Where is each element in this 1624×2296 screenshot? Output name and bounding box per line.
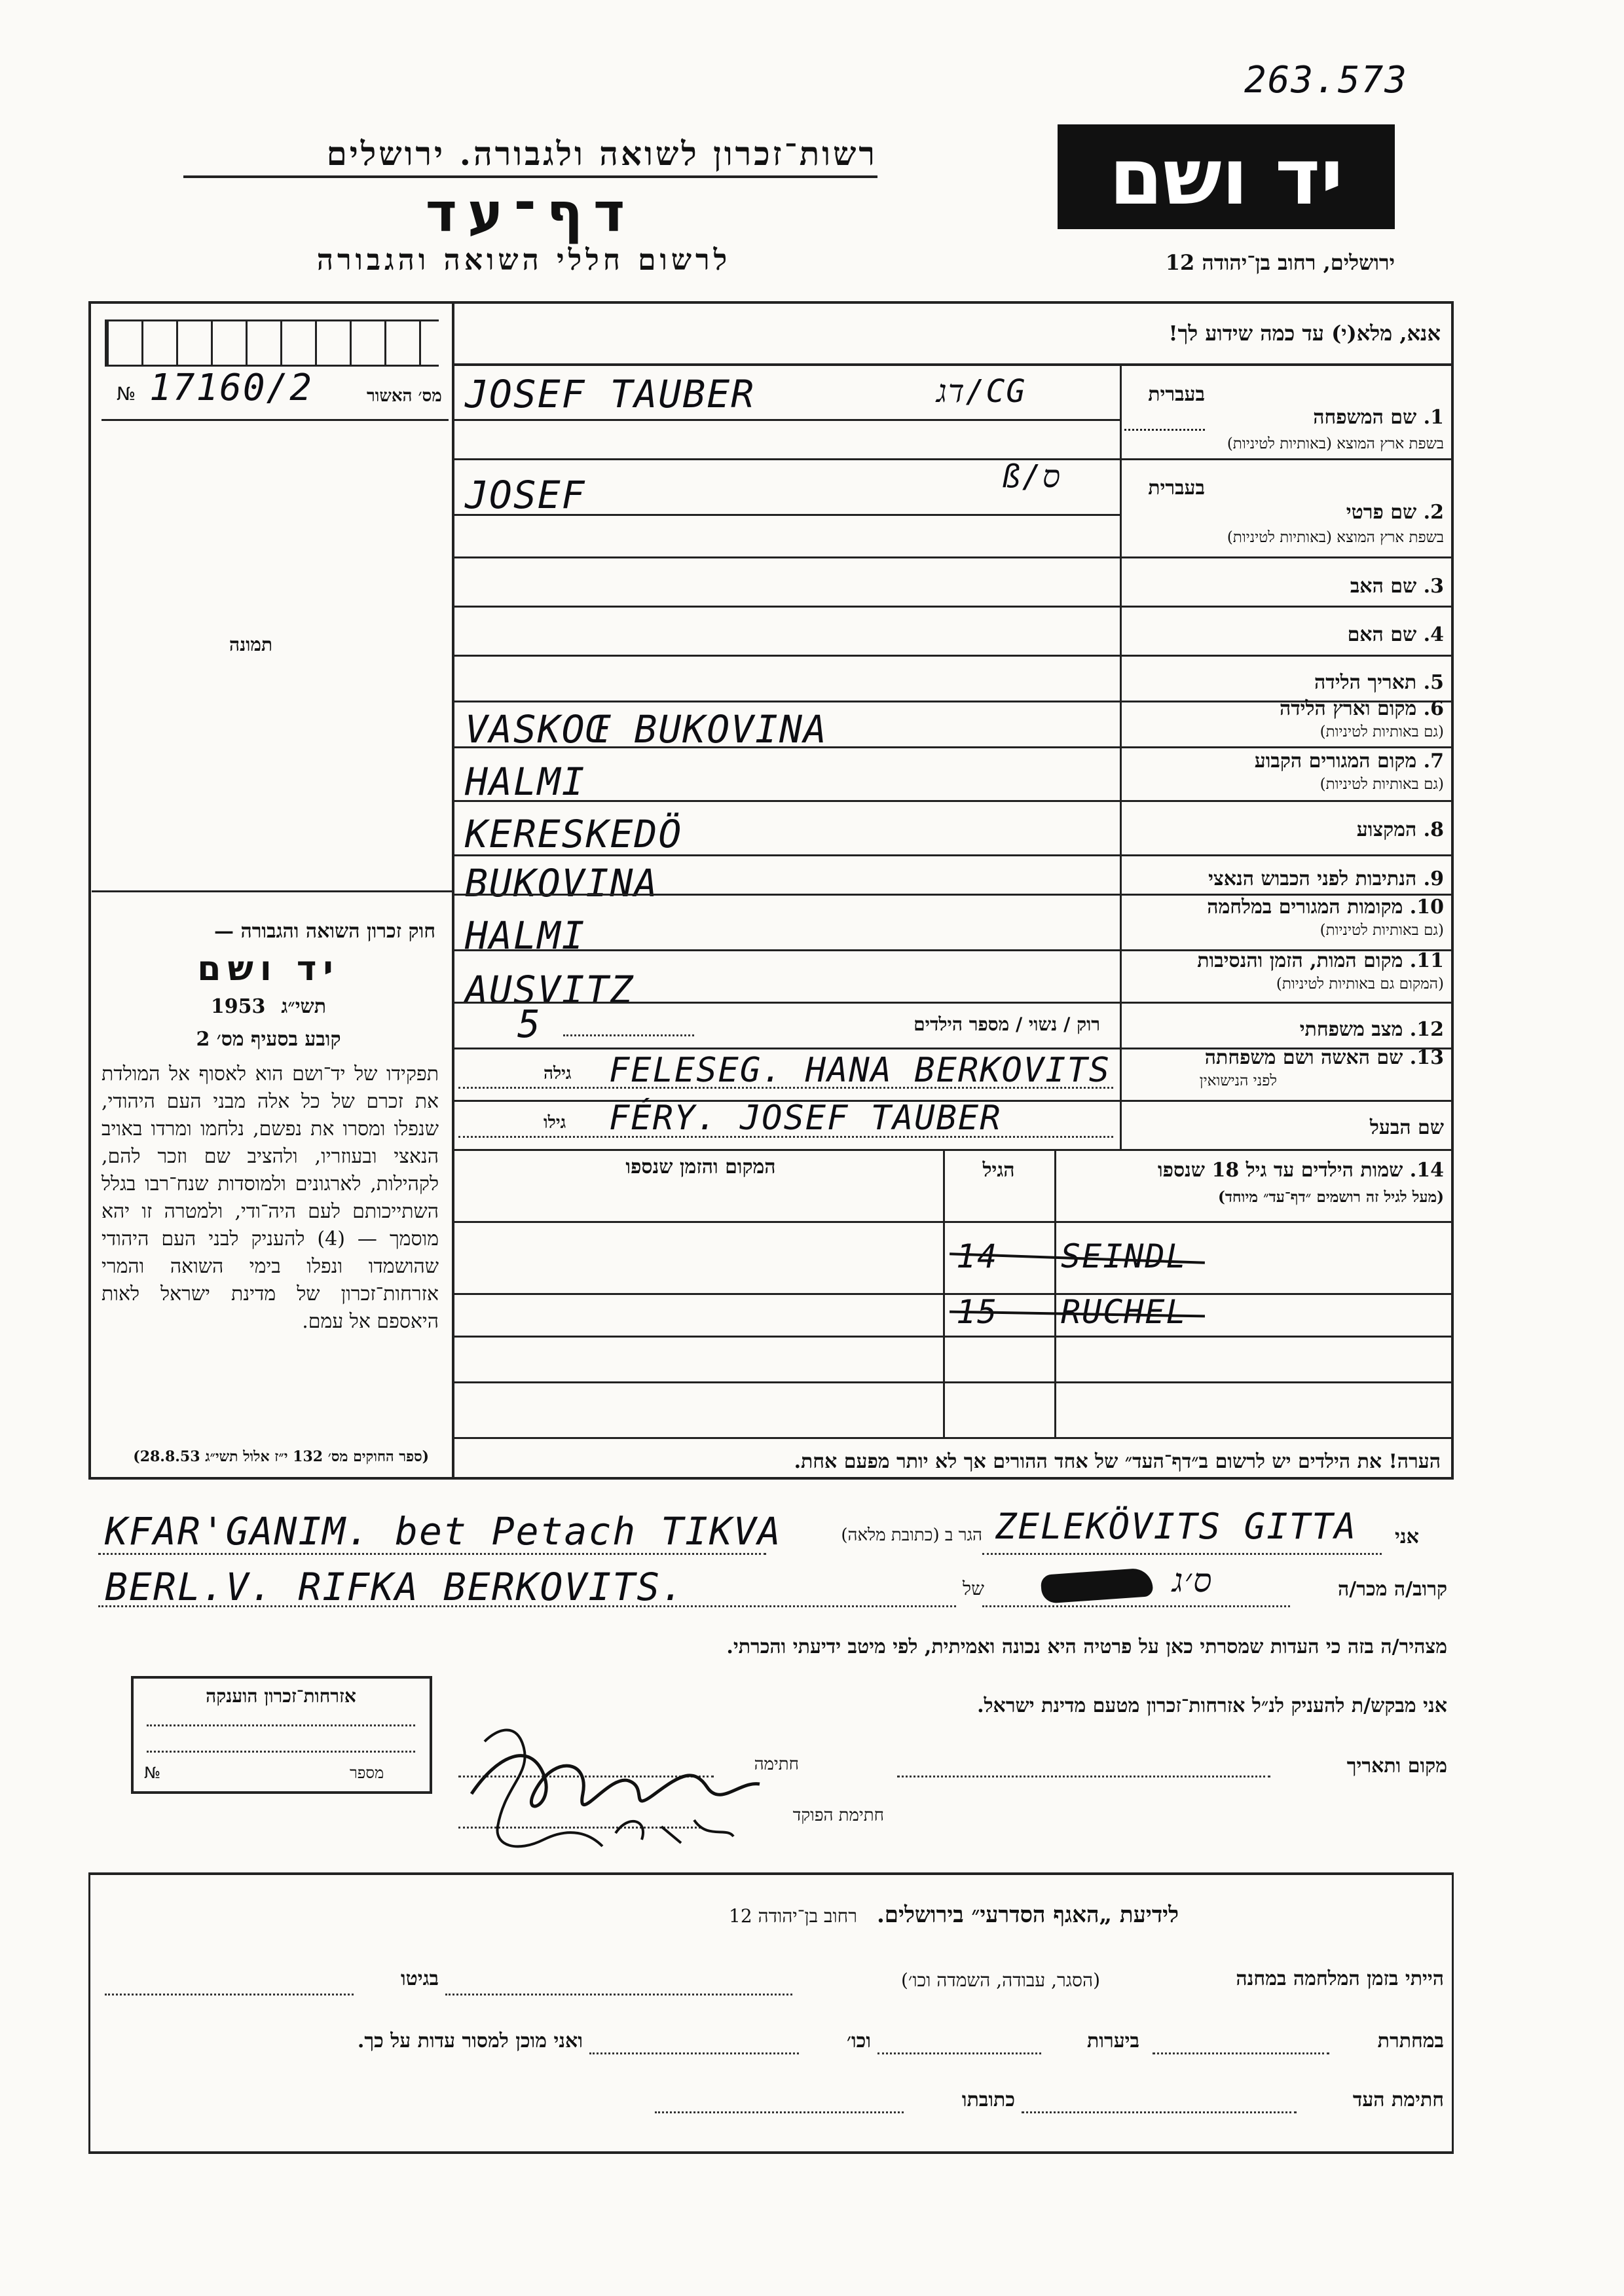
permit-strip <box>105 319 439 367</box>
declarant-name-dots <box>982 1553 1382 1555</box>
field-2-label: 2. שם פרטי <box>1346 501 1444 524</box>
first-name-value[interactable]: JOSEF <box>465 473 586 517</box>
law-title: חוק זכרון השואה והגבורה — <box>214 920 435 943</box>
photo-label: תמונה <box>229 634 273 655</box>
row-line <box>452 458 1454 460</box>
field-10-label: 10. מקומות המגורים במלחמה <box>1207 896 1444 919</box>
bottom-line2-c: וכו׳ <box>847 2030 871 2052</box>
relation-dots <box>982 1605 1290 1607</box>
row-line <box>452 854 1454 856</box>
etc-dots <box>589 2052 799 2054</box>
place-date-label: מקום ותאריך <box>1346 1755 1447 1777</box>
field-7-label: 7. מקום המגורים הקבוע <box>1254 750 1444 773</box>
relation-label: קרוב/ה מכר/ה <box>1338 1578 1447 1601</box>
row-line <box>452 556 1454 558</box>
forest-dots <box>877 2052 1041 2054</box>
wife-age-label: גילה <box>544 1064 572 1084</box>
law-year <box>101 995 435 1018</box>
field-9-label: 9. הנתיבות לפני הכבוש הנאצי <box>1208 867 1444 890</box>
field-11-label: 11. מקום המות, הזמן והנסיבות <box>1197 949 1444 972</box>
underground-dots <box>1153 2052 1329 2054</box>
declarant-address[interactable]: KFAR'GANIM. bet Petach TIKVA <box>105 1509 782 1554</box>
profession-value[interactable]: KERESKEDÖ <box>465 812 683 856</box>
children-row-line <box>452 1336 1454 1338</box>
children-row-line <box>452 1437 1454 1439</box>
permit-line <box>101 419 449 421</box>
field-11-note: (המקום גם באותיות לטיניות) <box>1276 975 1444 993</box>
field-4-label: 4. שם האם <box>1347 623 1444 646</box>
law-text: תפקידו של יד־ושם הוא לאסוף אל המולדת את זכרם של כל אלה מבני העם היהודי, שנפלו ומסרו את נפשם, נלחמו ומרדו באויב הנאצי ובעוזריו, ולהציב שם וזכר להם, לקהילות, לארגונים ולמוסדות שנח־רבו בגלל השתייכותם לעם היה־ודי, ולמטרה זו יהא מוסמך — (4) להעניק לבני העם היהודי שהושמדו ונפלו בימי השואה והמרי אזרחות־זכרון של מדינת ישראל לאות היאספם אל עמם. <box>101 1063 439 1333</box>
wife-value[interactable]: FELESEG. HANA BERKOVITS <box>609 1051 1111 1090</box>
permit-no: № <box>117 383 136 405</box>
field-5-label: 5. תאריך הלידה <box>1314 671 1444 694</box>
logo-text: יד ושם <box>1109 132 1344 222</box>
relation-value[interactable]: ס׳ג <box>1172 1561 1213 1599</box>
hebrew-label-2: בעברית <box>1148 477 1205 500</box>
witness-address-dots <box>655 2111 904 2113</box>
residence-value[interactable]: HALMI <box>465 759 586 804</box>
place-date-dots <box>897 1776 1270 1777</box>
husband-label: שם הבעל <box>1369 1116 1444 1139</box>
field-6-label: 6. מקום וארץ הלידה <box>1279 697 1444 720</box>
children-sub: (מעל לגיל זה רושמים ״דף־עד״ מיוחד) <box>1217 1188 1444 1206</box>
children-label: 14. שמות הילדים עד גיל 18 שנספו <box>1157 1159 1444 1182</box>
row-line <box>452 746 1454 748</box>
children-count[interactable]: 5 <box>517 1002 542 1046</box>
citizenship-box <box>131 1676 432 1794</box>
law-name: יד ושם <box>197 949 340 989</box>
authority-underline <box>183 175 877 178</box>
law-year-hebrew: תשי״ג <box>281 995 327 1018</box>
children-age-header: הגיל <box>982 1159 1015 1182</box>
bottom-notice: לידיעת „האגף הסדרעי״ בירושלים. <box>876 1902 1179 1928</box>
latin-note-7: (גם באותיות לטיניות) <box>1320 776 1444 793</box>
bottom-line1-a: הייתי בזמן המלחמה במחנה <box>1236 1967 1444 1990</box>
declarant-i-label: אני <box>1395 1525 1419 1548</box>
prewar-value[interactable]: BUKOVINA <box>465 861 659 905</box>
bottom-notice-address: רחוב בן־יהודה 12 <box>729 1905 857 1927</box>
form-subtitle: לרשום חללי השואה והגבורה <box>316 244 731 277</box>
permit-number: 17160/2 <box>149 367 314 409</box>
children-dots <box>563 1034 694 1036</box>
officer-label: חתימת הפוקד <box>792 1806 884 1825</box>
address-dots <box>98 1553 766 1555</box>
permit-label: מס׳ האשור <box>367 386 442 406</box>
law-citation: (ספר החוקים מס׳ 132 י״ז אלול תשי״ג 28.8.53) <box>133 1448 429 1465</box>
row-line <box>452 1149 1454 1151</box>
handwritten-signature <box>458 1715 773 1866</box>
field-13-label: 13. שם האשה ושם משפחתה <box>1204 1046 1444 1069</box>
declaration-text: מצהיר/ה בזה כי העדות שמסרתי כאן על פרטיה היא נכונה ואמיתית, לפי מיטב ידיעתי והכרתי. <box>726 1635 1447 1658</box>
death-place-value[interactable]: AUSVITZ <box>465 968 635 1012</box>
row-line <box>452 419 1120 421</box>
foreign-note-2: בשפת ארץ המוצא (באותיות לטיניות) <box>1227 529 1444 546</box>
children-row-line <box>452 1381 1454 1383</box>
archive-number: 263.573 <box>1244 59 1409 101</box>
citizenship-dots-2 <box>147 1751 415 1753</box>
row-line <box>452 800 1454 802</box>
citizenship-dots-1 <box>147 1724 415 1726</box>
bottom-line2-b: ביערות <box>1086 2030 1139 2052</box>
child-1-name[interactable]: SEINDL <box>1061 1237 1187 1275</box>
foreign-note-1: בשפת ארץ המוצא (באותיות לטיניות) <box>1227 435 1444 452</box>
bottom-notice-row <box>458 1902 1179 1928</box>
row-line <box>452 655 1454 657</box>
declarant-name[interactable]: ZELEKÖVITS GITTA <box>995 1506 1357 1547</box>
of-label: של <box>963 1578 984 1599</box>
children-row-line <box>452 1293 1454 1295</box>
form-title: דף־עד <box>425 182 636 244</box>
instruction: אנא, מלא(י) עד כמה שידוע לך! <box>1168 321 1441 346</box>
bottom-line2-a: במחתרת <box>1377 2030 1444 2052</box>
bottom-line2-d: ואני מוכן למסור עדות על כך. <box>357 2030 583 2052</box>
husband-value[interactable]: FÉRY. JOSEF TAUBER <box>609 1099 1002 1138</box>
law-year-number: 1953 <box>210 995 266 1018</box>
bottom-line1-c: בגיטו <box>400 1967 439 1990</box>
remark: הערה! את הילדים יש לרשום ב״דף־העד״ של אחד ההורים אך לא יותר מפעם אחת. <box>794 1450 1441 1473</box>
citizenship-no: № <box>144 1764 160 1782</box>
instruction-line <box>452 363 1454 366</box>
latin-note-6: (גם באותיות לטיניות) <box>1320 723 1444 740</box>
row-line <box>1120 429 1205 431</box>
bottom-line3-a: חתימת העד <box>1352 2088 1444 2111</box>
yad-vashem-logo <box>1058 124 1395 229</box>
husband-dots <box>458 1136 1113 1138</box>
relative-of-value[interactable]: BERL.V. RIFKA BERKOVITS. <box>105 1565 686 1609</box>
field-8-label: 8. המקצוע <box>1356 818 1444 841</box>
signature-label: חתימה <box>754 1755 799 1774</box>
scribble-mark <box>1041 1567 1154 1604</box>
bottom-line1-b: (הסגר, עבודה, השמדה וכו׳) <box>900 1969 1100 1991</box>
law-section: קובע בסעיף מס׳ 2 <box>196 1028 341 1051</box>
children-place-header: המקום והזמן שנספו <box>625 1156 776 1178</box>
husband-age-label: גילו <box>544 1113 566 1133</box>
child-2-age[interactable]: 15 <box>956 1293 999 1331</box>
status-options: רוק / נשוי / מספר הילדים <box>913 1013 1100 1035</box>
citizenship-title: אזרחות־זכרון הוענקה <box>206 1685 356 1707</box>
field-12-label: 12. מצב משפחתי <box>1299 1018 1444 1041</box>
field-1-label: 1. שם המשפחה <box>1313 406 1444 429</box>
child-1-age[interactable]: 14 <box>956 1237 999 1275</box>
surname-code: דג/CG <box>936 373 1027 410</box>
first-name-code: ß/ס <box>1002 458 1062 495</box>
latin-note-10: (גם באותיות לטיניות) <box>1320 922 1444 939</box>
birthplace-value[interactable]: VASKOŒ BUKOVINA <box>465 707 828 752</box>
field-3-label: 3. שם האב <box>1350 575 1444 598</box>
citizenship-number-label: מספר <box>350 1764 384 1782</box>
ghetto-dots <box>105 1994 354 1995</box>
relative-dots <box>98 1605 956 1607</box>
surname-value[interactable]: JOSEF TAUBER <box>465 372 756 416</box>
row-line <box>452 514 1120 516</box>
wife-dots <box>458 1087 1113 1089</box>
children-header-line <box>452 1221 1454 1223</box>
address: ירושלים, רחוב בן־יהודה 12 <box>1165 250 1395 275</box>
label-divider <box>1120 363 1122 1149</box>
bottom-line3-b: כתובתו <box>961 2088 1015 2111</box>
camp-dots <box>445 1994 792 1995</box>
row-line <box>452 606 1454 608</box>
witness-sign-dots <box>1022 2111 1297 2113</box>
wartime-residence-value[interactable]: HALMI <box>465 913 586 958</box>
row-line <box>452 1002 1454 1004</box>
authority-name: רשות־זכרון לשואה ולגבורה. ירושלים <box>326 134 877 173</box>
request-text: אני מבקש/ת להעניק לנ״ל אזרחות־זכרון מטעם מדינת ישראל. <box>977 1694 1447 1717</box>
law-top-line <box>92 890 452 892</box>
child-2-name[interactable]: RUCHEL <box>1061 1293 1187 1331</box>
resides-label: הגר ב (כתובת מלאה) <box>841 1525 982 1545</box>
field-13-sub: לפני הנישואין <box>1199 1072 1277 1089</box>
column-divider <box>452 301 454 1480</box>
hebrew-label-1: בעברית <box>1148 383 1205 406</box>
